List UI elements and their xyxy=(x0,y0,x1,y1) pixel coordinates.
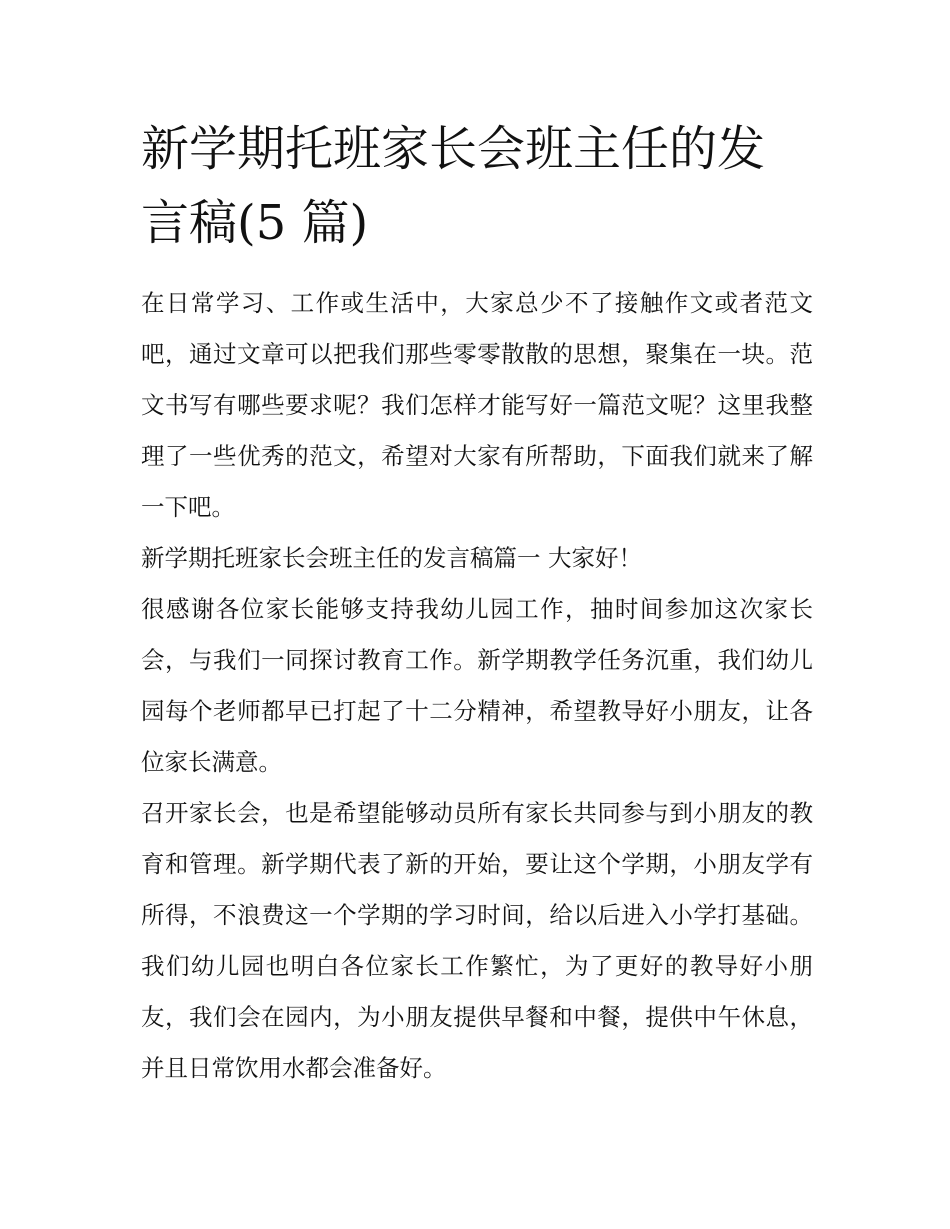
document-title: 新学期托班家长会班主任的发言稿(5 篇) xyxy=(141,121,766,251)
paragraph-greeting: 新学期托班家长会班主任的发言稿篇一 大家好！ xyxy=(141,544,642,572)
paragraph-meeting-purpose: 召开家长会，也是希望能够动员所有家长共同参与到小朋友的教育和管理。新学期代表了新的开始，要让这个学期，小朋友学有所得，不浪费这一个学期的学习时间，给以后进入小学打基础。我们幼儿园也明白各位家长工作繁忙，为了更好的教导好小朋友，我们会在园内，为小朋友提供早餐和中餐，提供中午休息，并且日常饮用水都会准备好。 xyxy=(141,799,813,1082)
document-body xyxy=(141,278,813,1094)
paragraph-thanks: 很感谢各位家长能够支持我幼儿园工作，抽时间参加这次家长会，与我们一同探讨教育工作。新学期教学任务沉重，我们幼儿园每个老师都早已打起了十二分精神，希望教导好小朋友，让各位家长满意。 xyxy=(141,595,813,776)
paragraph-intro: 在日常学习、工作或生活中，大家总少不了接触作文或者范文吧，通过文章可以把我们那些零零散散的思想，聚集在一块。范文书写有哪些要求呢？我们怎样才能写好一篇范文呢？这里我整理了一些优秀的范文，希望对大家有所帮助，下面我们就来了解一下吧。 xyxy=(141,289,813,521)
